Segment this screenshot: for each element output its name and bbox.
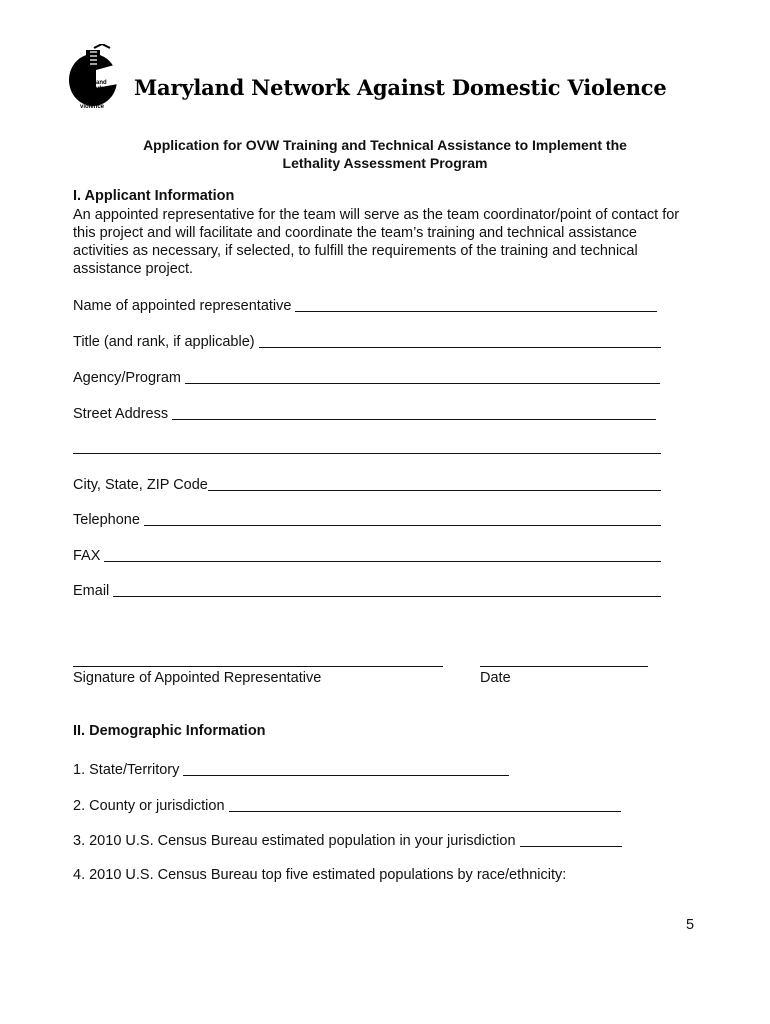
fax-field-line[interactable] (104, 547, 661, 562)
state-territory-field[interactable] (73, 759, 509, 779)
email-field-line[interactable] (113, 582, 661, 597)
logo-text: maryland network against domestic violence (80, 80, 107, 110)
date-label: Date (480, 670, 511, 686)
signature-line[interactable] (73, 666, 443, 667)
street-address-field-label: Street Address (73, 406, 169, 422)
city-state-zip-field-line[interactable] (208, 476, 661, 491)
applicant-intro-paragraph: An appointed representative for the team will serve as the team coordinator/point of contact for this project and will facilitate and coordinate the team’s training and technical assistance activities as necessary, if selected, to fulfill the requirements of the training and technical assistance project. (73, 207, 680, 277)
population-field-label: 3. 2010 U.S. Census Bureau estimated population in your jurisdiction (73, 833, 516, 849)
email-field[interactable] (73, 580, 661, 600)
population-field[interactable] (73, 830, 622, 850)
county-jurisdiction-field[interactable] (73, 795, 621, 815)
telephone-field-label: Telephone (73, 512, 140, 528)
date-line[interactable] (480, 666, 648, 667)
page-number: 5 (686, 917, 695, 933)
name-field[interactable] (73, 295, 657, 315)
population-field-line[interactable] (520, 832, 622, 847)
organization-logo (66, 44, 124, 110)
fax-field[interactable] (73, 545, 661, 565)
city-state-zip-field-label: City, State, ZIP Code (73, 477, 208, 493)
telephone-field[interactable] (73, 509, 661, 529)
organization-name: Maryland Network Against Domestic Violence (134, 75, 667, 100)
email-field-label: Email (73, 583, 110, 599)
title-field-label: Title (and rank, if applicable) (73, 334, 255, 350)
agency-field[interactable] (73, 367, 660, 387)
fax-field-label: FAX (73, 548, 101, 564)
section-heading-demographic-information: II. Demographic Information (73, 723, 266, 739)
section-heading-applicant-information: I. Applicant Information (73, 188, 235, 204)
race-ethnicity-label: 4. 2010 U.S. Census Bureau top five estimated populations by race/ethnicity: (73, 867, 567, 883)
title-field[interactable] (73, 331, 661, 351)
agency-field-line[interactable] (185, 369, 660, 384)
telephone-field-line[interactable] (144, 511, 661, 526)
document-title (80, 136, 690, 172)
document-title-line-1: Application for OVW Training and Technical Assistance to Implement the (143, 137, 627, 153)
state-territory-field-line[interactable] (183, 761, 509, 776)
street-address-second-line[interactable] (73, 453, 661, 454)
street-address-field-line[interactable] (172, 405, 656, 420)
name-field-line[interactable] (295, 297, 657, 312)
county-jurisdiction-field-label: 2. County or jurisdiction (73, 798, 225, 814)
county-jurisdiction-field-line[interactable] (229, 797, 621, 812)
title-field-line[interactable] (259, 333, 661, 348)
city-state-zip-field[interactable] (73, 474, 661, 494)
street-address-field[interactable] (73, 403, 656, 423)
signature-label: Signature of Appointed Representative (73, 670, 322, 686)
agency-field-label: Agency/Program (73, 370, 181, 386)
name-field-label: Name of appointed representative (73, 298, 292, 314)
document-title-line-2: Lethality Assessment Program (282, 155, 488, 171)
state-territory-field-label: 1. State/Territory (73, 762, 180, 778)
